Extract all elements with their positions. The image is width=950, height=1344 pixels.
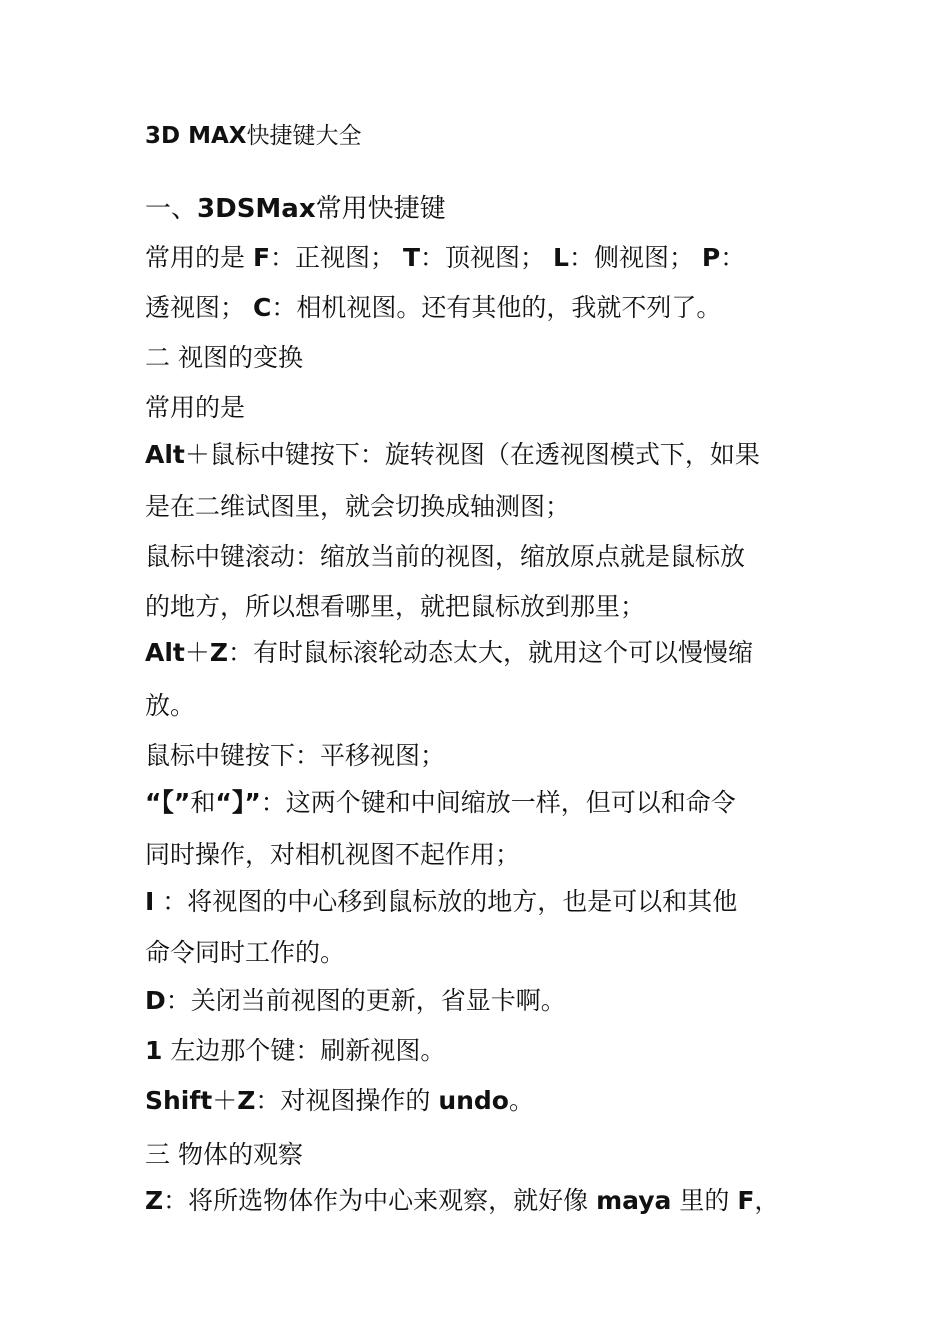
paragraph-line: I ：将视图的中心移到鼠标放的地方，也是可以和其他 xyxy=(145,887,738,916)
paragraph-line: “【”和“】”：这两个键和中间缩放一样，但可以和命令 xyxy=(145,788,736,817)
paragraph-line: 常用的是 xyxy=(145,393,246,422)
paragraph-line: 1 左边那个键：刷新视图。 xyxy=(145,1036,446,1065)
paragraph-line: 常用的是 F：正视图； T：顶视图； L：侧视图； P： xyxy=(145,243,746,272)
document-title xyxy=(145,117,362,150)
paragraph-line: 命令同时工作的。 xyxy=(145,938,346,967)
section-heading-3: 三 物体的观察 xyxy=(145,1140,303,1169)
paragraph-line: 放。 xyxy=(145,691,196,720)
paragraph-line: Alt＋Z：有时鼠标滚轮动态太大，就用这个可以慢慢缩 xyxy=(145,638,754,667)
paragraph-line: 鼠标中键按下：平移视图； xyxy=(145,741,446,770)
paragraph-line: 透视图； C：相机视图。还有其他的，我就不列了。 xyxy=(145,293,722,322)
paragraph-line: 鼠标中键滚动：缩放当前的视图，缩放原点就是鼠标放 xyxy=(145,542,746,571)
paragraph-line: Z：将所选物体作为中心来观察，就好像 maya 里的 F， xyxy=(145,1186,780,1215)
paragraph-line: 的地方，所以想看哪里，就把鼠标放到那里； xyxy=(145,592,646,621)
paragraph-line: 同时操作，对相机视图不起作用； xyxy=(145,840,521,869)
title-latin: 3D MAX xyxy=(145,123,247,149)
section-heading-2: 二 视图的变换 xyxy=(145,343,303,372)
paragraph-line: Alt＋鼠标中键按下：旋转视图（在透视图模式下，如果 xyxy=(145,440,760,469)
section-heading-1: 一、3DSMax常用快捷键 xyxy=(145,194,446,224)
paragraph-line: Shift＋Z：对视图操作的 undo。 xyxy=(145,1086,534,1115)
title-chinese: 快捷键大全 xyxy=(246,123,362,149)
paragraph-line: 是在二维试图里，就会切换成轴测图； xyxy=(145,492,571,521)
paragraph-line: D：关闭当前视图的更新，省显卡啊。 xyxy=(145,986,566,1015)
